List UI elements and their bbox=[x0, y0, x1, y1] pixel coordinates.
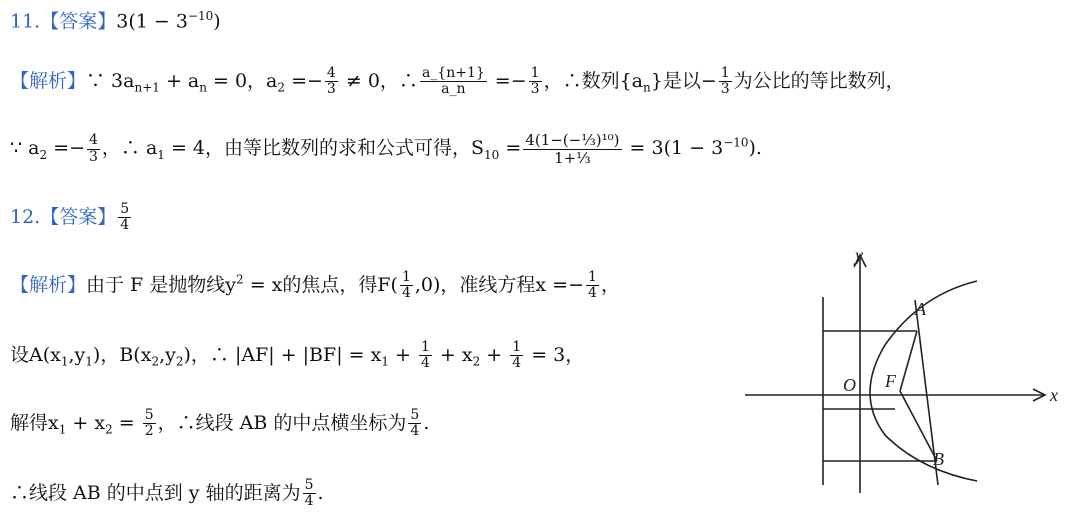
frac-num: 4(1−(−⅓)¹⁰) bbox=[525, 131, 620, 149]
q12-l1-sup: 2 bbox=[236, 272, 244, 287]
q12-l2-s6: 2 bbox=[472, 354, 481, 369]
fraction bbox=[420, 66, 487, 98]
q12-l4-a: ∴线段 AB 的中点到 y 轴的距离为 bbox=[10, 481, 301, 504]
frac-den: 4 bbox=[410, 423, 420, 440]
q12-l1-b: = x的焦点，得F( bbox=[243, 273, 398, 296]
q11-l2-sub1: 2 bbox=[39, 147, 48, 162]
q11-l1-sub3: 2 bbox=[277, 80, 286, 95]
q12-answer-tag: 【答案】 bbox=[40, 205, 117, 228]
q12-l1-c: ,0)，准线方程x =− bbox=[414, 273, 585, 296]
q12-l2-h: + bbox=[480, 343, 509, 366]
q11-l1-e: ≠ 0，∴ bbox=[339, 69, 418, 92]
q12-analysis-line-1 bbox=[10, 270, 620, 302]
fraction bbox=[523, 132, 621, 166]
q11-l2-c: ，∴ a bbox=[101, 137, 158, 159]
q12-l3-b: + x bbox=[66, 411, 106, 434]
q11-l2-f: = 3(1 − 3 bbox=[623, 137, 724, 159]
frac-num: 1 bbox=[530, 65, 540, 81]
q11-l1-i: 为公比的等比数列， bbox=[733, 69, 905, 92]
fraction bbox=[510, 340, 523, 372]
q11-answer-line bbox=[10, 10, 221, 31]
q12-l2-d: ,y bbox=[159, 343, 176, 366]
q11-l1-a: ∵ 3a bbox=[86, 69, 135, 92]
q12-l3-s1: 1 bbox=[58, 422, 67, 437]
fraction bbox=[400, 270, 413, 302]
q12-l2-f: + bbox=[388, 343, 417, 366]
frac-den: 3 bbox=[720, 81, 730, 98]
q11-l2-d: = 4，由等比数列的求和公式可得，S bbox=[164, 137, 485, 159]
fraction bbox=[325, 66, 338, 98]
frac-num: 4 bbox=[89, 132, 98, 149]
frac-num: 4 bbox=[326, 65, 336, 81]
frac-den: 4 bbox=[304, 493, 314, 510]
q12-l2-s2: 1 bbox=[85, 354, 93, 369]
q12-l2-s1: 1 bbox=[60, 354, 69, 369]
frac-num: a_{n+1} bbox=[421, 65, 485, 81]
q12-answer-fraction bbox=[118, 202, 131, 234]
q12-l3-s2: 2 bbox=[105, 422, 113, 437]
q11-l1-d: =− bbox=[285, 69, 323, 92]
frac-num: 1 bbox=[720, 65, 730, 81]
frac-num: 1 bbox=[420, 339, 430, 355]
q12-l3-d: ，∴线段 AB 的中点横坐标为 bbox=[157, 411, 407, 434]
q11-l1-g: ，∴数列{a bbox=[543, 69, 643, 92]
q12-l2-s5: 1 bbox=[381, 354, 389, 369]
frac-den: 4 bbox=[120, 217, 130, 234]
parabola-figure bbox=[745, 245, 1065, 500]
q11-answer-close: ) bbox=[213, 10, 221, 33]
label-b: B bbox=[933, 449, 944, 469]
fraction bbox=[303, 478, 316, 510]
frac-num: 5 bbox=[144, 407, 154, 423]
q11-l2-e: = bbox=[499, 137, 522, 159]
frac-den: a_n bbox=[441, 81, 466, 98]
frac-den: 4 bbox=[401, 285, 411, 302]
fraction bbox=[719, 66, 732, 98]
label-x: x bbox=[1050, 385, 1058, 405]
q12-l1-a: 由于 F 是抛物线y bbox=[86, 273, 237, 296]
fraction bbox=[529, 66, 542, 98]
frac-num: 5 bbox=[410, 407, 420, 423]
q11-l2-sub2: 1 bbox=[157, 147, 165, 162]
q12-l4-b: . bbox=[317, 481, 324, 504]
q11-answer-exp: −10 bbox=[187, 9, 214, 23]
q11-answer: 3(1 − 3 bbox=[116, 10, 188, 33]
q12-l2-g: + x bbox=[433, 343, 473, 366]
frac-den: 1+⅓ bbox=[554, 148, 591, 167]
frac-den: 4 bbox=[512, 355, 522, 372]
label-origin: O bbox=[843, 375, 856, 395]
q11-l2-a: ∵ a bbox=[10, 137, 40, 159]
q11-number: 11. bbox=[10, 10, 41, 33]
q11-l2-g: ). bbox=[748, 137, 762, 159]
q12-l2-e: )，∴ |AF| + |BF| = x bbox=[183, 343, 382, 366]
fraction bbox=[419, 340, 432, 372]
q11-l1-f: =− bbox=[488, 69, 527, 92]
frac-num: 5 bbox=[304, 477, 314, 493]
q12-answer-line bbox=[10, 202, 133, 234]
q11-l2-sub3: 10 bbox=[484, 147, 500, 162]
q11-l1-sub2: n bbox=[199, 80, 207, 95]
frac-den: 2 bbox=[144, 423, 154, 440]
q12-analysis-tag: 【解析】 bbox=[10, 273, 87, 296]
label-focus: F bbox=[885, 371, 896, 391]
q11-answer-tag: 【答案】 bbox=[40, 10, 117, 33]
frac-den: 4 bbox=[420, 355, 430, 372]
segment-af bbox=[900, 331, 917, 391]
q11-l1-b: + a bbox=[159, 69, 200, 92]
frac-den: 3 bbox=[530, 81, 540, 98]
fraction bbox=[408, 408, 421, 440]
q12-number: 12. bbox=[10, 205, 41, 228]
q11-l1-sub4: n bbox=[643, 80, 651, 95]
q11-analysis-line-2 bbox=[10, 132, 762, 166]
label-a: A bbox=[915, 299, 926, 319]
q11-l2-b: =− bbox=[47, 137, 85, 159]
fraction bbox=[586, 270, 599, 302]
q12-l3-e: . bbox=[423, 411, 430, 434]
frac-num: 1 bbox=[401, 269, 411, 285]
q11-analysis-tag: 【解析】 bbox=[10, 69, 87, 92]
q12-l2-i: = 3， bbox=[525, 343, 585, 366]
q12-l3-c: = bbox=[112, 411, 141, 434]
frac-den: 3 bbox=[326, 81, 336, 98]
frac-num: 5 bbox=[120, 201, 130, 217]
q12-l2-s3: 2 bbox=[151, 354, 160, 369]
fraction bbox=[143, 408, 156, 440]
q11-l2-exp: −10 bbox=[723, 135, 749, 150]
frac-num: 1 bbox=[512, 339, 522, 355]
q12-analysis-line-2 bbox=[10, 340, 584, 372]
fraction bbox=[87, 133, 100, 165]
q11-analysis-line-1 bbox=[10, 66, 905, 98]
q12-l3-a: 解得x bbox=[10, 411, 59, 434]
frac-den: 4 bbox=[588, 285, 597, 302]
frac-num: 1 bbox=[588, 269, 597, 285]
label-y: y bbox=[855, 245, 863, 265]
q12-analysis-line-4 bbox=[10, 478, 324, 510]
q12-l2-a: 设A(x bbox=[10, 343, 61, 366]
q11-l1-c: = 0，a bbox=[206, 69, 278, 92]
q12-analysis-line-3 bbox=[10, 408, 429, 440]
frac-den: 3 bbox=[89, 148, 98, 165]
q12-l1-d: ， bbox=[600, 273, 620, 296]
q12-l2-b: ,y bbox=[68, 343, 86, 366]
q11-l1-sub1: n+1 bbox=[134, 80, 160, 95]
q12-l2-c: )，B(x bbox=[92, 343, 152, 366]
q11-l1-h: }是以− bbox=[650, 69, 717, 92]
q12-l2-s4: 2 bbox=[175, 354, 184, 369]
